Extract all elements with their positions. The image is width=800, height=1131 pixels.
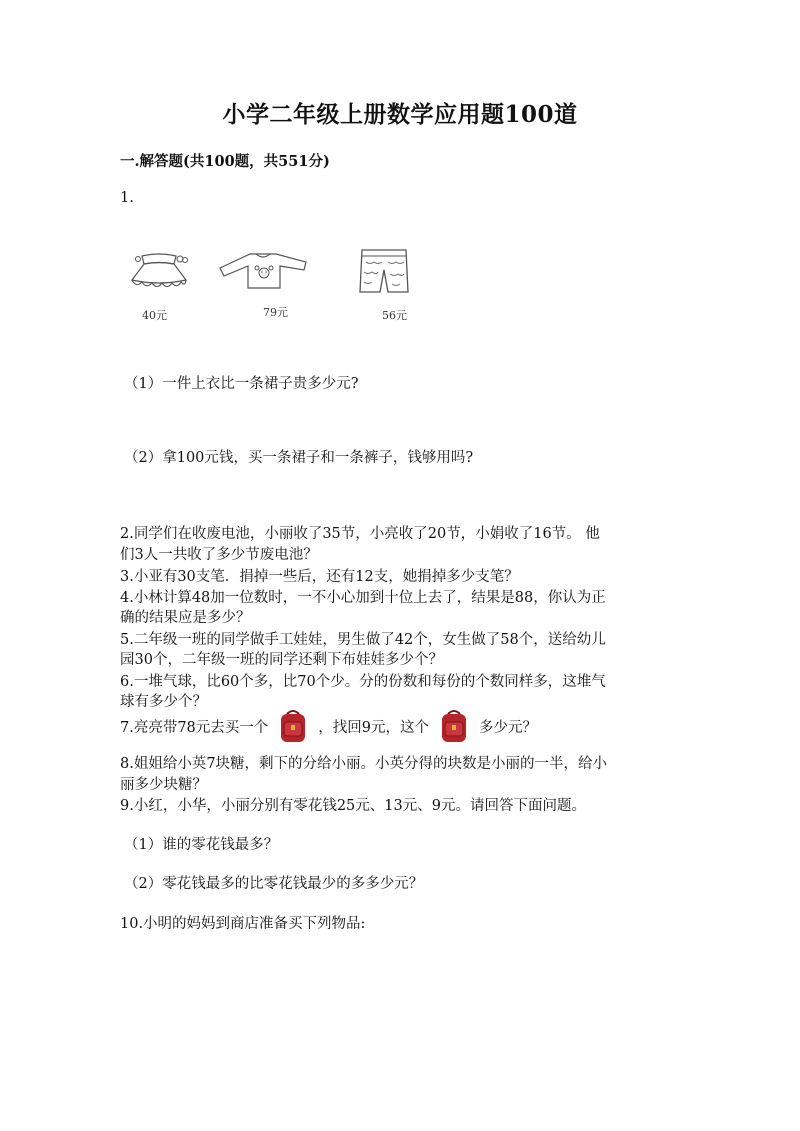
question-2-line-2: 们3人一共收了多少节废电池？ — [120, 547, 318, 563]
page-title: 小学二年级上册数学应用题100道 — [222, 101, 578, 128]
skirt-price: 40元 — [142, 309, 167, 322]
shirt-icon — [218, 248, 310, 292]
question-6-line-2: 球有多少个？ — [120, 694, 207, 710]
question-9-sub-2: （2）零花钱最多的比零花钱最少的多多少元？ — [124, 876, 424, 892]
question-1-sub-2: （2）拿100元钱，买一条裙子和一条裤子，钱够用吗? — [124, 450, 474, 466]
question-10: 10.小明的妈妈到商店准备买下列物品: — [120, 916, 366, 932]
school-bag-icon — [274, 708, 312, 744]
question-9-sub-1: （1）谁的零花钱最多？ — [124, 837, 279, 853]
question-8-line-1: 8.姐姐给小英7块糖，剩下的分给小丽。小英分得的块数是小丽的一半，给小 — [120, 756, 608, 772]
question-7-part-3: 多少元？ — [479, 719, 538, 736]
shirt-price: 79元 — [263, 306, 288, 319]
question-5-line-2: 园30个，二年级一班的同学还剩下布娃娃多少个？ — [120, 652, 443, 668]
question-4-line-2: 确的结果应是多少？ — [120, 610, 251, 626]
question-1-number: 1. — [120, 190, 134, 206]
question-8-line-2: 丽多少块糖？ — [120, 777, 207, 793]
question-2-line-1: 2.同学们在收废电池，小丽收了35节，小亮收了20节，小娟收了16节。 他 — [120, 526, 600, 542]
shorts-icon — [358, 246, 410, 296]
question-7 — [120, 708, 537, 744]
question-4-line-1: 4.小林计算48加一位数时，一不小心加到十位上去了，结果是88，你认为正 — [120, 590, 606, 606]
school-bag-icon — [435, 708, 473, 744]
question-9-line-1: 9.小红，小华，小丽分别有零花钱25元、13元、9元。请回答下面问题。 — [120, 798, 586, 814]
question-5-line-1: 5.二年级一班的同学做手工娃娃，男生做了42个，女生做了58个，送给幼儿 — [120, 632, 606, 648]
question-3: 3.小亚有30支笔．捐掉一些后，还有12支，她捐掉多少支笔？ — [120, 569, 519, 585]
question-1-sub-1: （1）一件上衣比一条裙子贵多少元? — [124, 376, 359, 392]
section-heading: 一.解答题(共100题，共551分) — [120, 153, 330, 170]
question-7-part-1: 7.亮亮带78元去买一个 — [120, 719, 269, 736]
shorts-price: 56元 — [382, 309, 407, 322]
question-6-line-1: 6.一堆气球，比60个多，比70个少。分的份数和每份的个数同样多，这堆气 — [120, 674, 606, 690]
skirt-icon — [124, 250, 194, 294]
question-7-part-2: ，找回9元，这个 — [318, 719, 430, 736]
